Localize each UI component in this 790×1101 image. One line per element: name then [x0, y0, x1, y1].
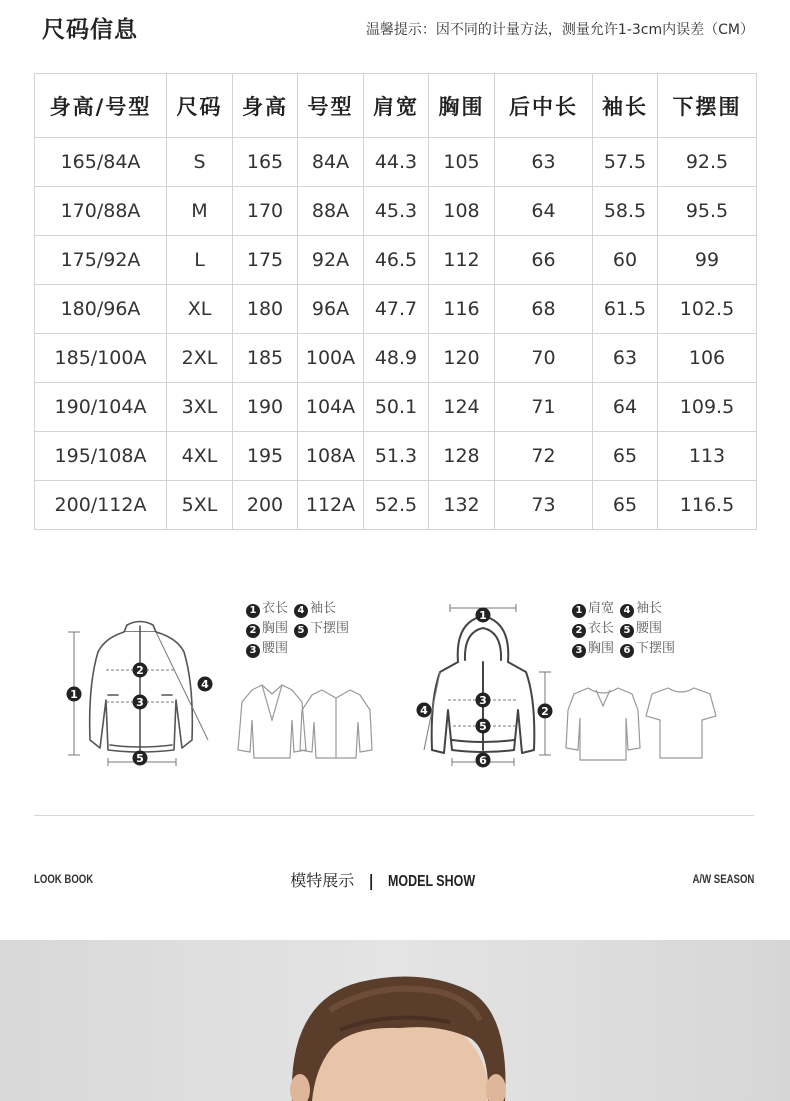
table-cell: 84A: [298, 138, 364, 187]
table-row: [35, 334, 757, 383]
table-cell: 63: [495, 138, 593, 187]
col-header: 尺码: [167, 74, 233, 138]
section-divider: [34, 815, 754, 816]
table-row: [35, 432, 757, 481]
legend-item: 5 腰围: [620, 619, 662, 639]
table-cell: 48.9: [364, 334, 429, 383]
size-table: [34, 73, 757, 530]
table-header-row: [35, 74, 757, 138]
marker-3-label: 3: [136, 696, 144, 709]
marker-5-label: 5: [479, 720, 487, 733]
table-cell: 102.5: [658, 285, 757, 334]
model-photo-illustration: [0, 940, 790, 1101]
table-cell: L: [167, 236, 233, 285]
legend-item: 1 肩宽: [572, 599, 614, 619]
table-cell: 128: [429, 432, 495, 481]
table-cell: 50.1: [364, 383, 429, 432]
table-cell: 112A: [298, 481, 364, 530]
marker-2-label: 2: [541, 705, 549, 718]
table-cell: 92.5: [658, 138, 757, 187]
table-cell: 45.3: [364, 187, 429, 236]
table-row: [35, 236, 757, 285]
table-cell: 2XL: [167, 334, 233, 383]
table-cell: 52.5: [364, 481, 429, 530]
table-cell: 170: [233, 187, 298, 236]
table-row: [35, 138, 757, 187]
table-cell: 99: [658, 236, 757, 285]
table-cell: 104A: [298, 383, 364, 432]
page-header: [0, 0, 790, 60]
left-legend: [246, 599, 376, 659]
model-photo: [0, 940, 790, 1101]
marker-4-label: 4: [201, 678, 209, 691]
table-cell: 64: [593, 383, 658, 432]
marker-2-label: 2: [136, 664, 144, 677]
table-cell: 46.5: [364, 236, 429, 285]
table-cell: 113: [658, 432, 757, 481]
table-cell: 109.5: [658, 383, 757, 432]
measurement-tip: 温馨提示：因不同的计量方法，测量允许1-3cm内误差（CM）: [365, 22, 754, 38]
table-cell: 57.5: [593, 138, 658, 187]
table-cell: 108A: [298, 432, 364, 481]
table-cell: S: [167, 138, 233, 187]
table-cell: 180/96A: [35, 285, 167, 334]
table-row: [35, 383, 757, 432]
table-row: [35, 285, 757, 334]
col-header: 肩宽: [364, 74, 429, 138]
table-cell: 175/92A: [35, 236, 167, 285]
table-cell: 108: [429, 187, 495, 236]
table-cell: 44.3: [364, 138, 429, 187]
legend-item: 3 胸围: [572, 639, 614, 659]
table-cell: 92A: [298, 236, 364, 285]
table-cell: 165/84A: [35, 138, 167, 187]
table-cell: 185/100A: [35, 334, 167, 383]
col-header: 后中长: [495, 74, 593, 138]
table-cell: 112: [429, 236, 495, 285]
table-cell: 58.5: [593, 187, 658, 236]
table-cell: 120: [429, 334, 495, 383]
table-row: [35, 187, 757, 236]
table-cell: 71: [495, 383, 593, 432]
table-cell: 4XL: [167, 432, 233, 481]
col-header: 袖长: [593, 74, 658, 138]
model-show-en: MODEL SHOW: [388, 873, 476, 890]
table-cell: 73: [495, 481, 593, 530]
legend-item: 5 下摆围: [294, 619, 349, 639]
table-cell: M: [167, 187, 233, 236]
model-show-heading: [0, 868, 790, 891]
legend-item: 3 腰围: [246, 639, 288, 659]
table-cell: 96A: [298, 285, 364, 334]
marker-4-label: 4: [420, 704, 428, 717]
table-cell: 200/112A: [35, 481, 167, 530]
table-cell: 65: [593, 432, 658, 481]
table-cell: 64: [495, 187, 593, 236]
table-cell: 100A: [298, 334, 364, 383]
table-cell: 116: [429, 285, 495, 334]
table-cell: 200: [233, 481, 298, 530]
table-cell: 132: [429, 481, 495, 530]
col-header: 身高: [233, 74, 298, 138]
table-cell: XL: [167, 285, 233, 334]
table-cell: 61.5: [593, 285, 658, 334]
measurement-diagram: [0, 590, 790, 780]
table-cell: 60: [593, 236, 658, 285]
table-cell: 116.5: [658, 481, 757, 530]
legend-item: 6 下摆围: [620, 639, 675, 659]
look-book-label: LOOK BOOK: [34, 872, 94, 886]
table-cell: 190: [233, 383, 298, 432]
table-cell: 68: [495, 285, 593, 334]
legend-item: 1 衣长: [246, 599, 288, 619]
table-cell: 105: [429, 138, 495, 187]
table-row: [35, 481, 757, 530]
table-cell: 72: [495, 432, 593, 481]
model-show-cn: 模特展示: [290, 871, 355, 890]
table-cell: 195: [233, 432, 298, 481]
table-cell: 66: [495, 236, 593, 285]
table-cell: 70: [495, 334, 593, 383]
table-cell: 5XL: [167, 481, 233, 530]
table-cell: 3XL: [167, 383, 233, 432]
table-cell: 195/108A: [35, 432, 167, 481]
col-header: 号型: [298, 74, 364, 138]
legend-item: 2 衣长: [572, 619, 614, 639]
col-header: 胸围: [429, 74, 495, 138]
marker-1-label: 1: [70, 688, 78, 701]
table-cell: 124: [429, 383, 495, 432]
legend-item: 4 袖长: [294, 599, 336, 619]
right-legend: [572, 599, 702, 659]
col-header: 下摆围: [658, 74, 757, 138]
table-cell: 185: [233, 334, 298, 383]
table-cell: 165: [233, 138, 298, 187]
season-label: A/W SEASON: [692, 872, 754, 886]
page-title: 尺码信息: [42, 17, 138, 43]
heading-separator: |: [368, 871, 375, 890]
col-header: 身高/号型: [35, 74, 167, 138]
marker-1-label: 1: [479, 609, 487, 622]
legend-item: 2 胸围: [246, 619, 288, 639]
table-cell: 63: [593, 334, 658, 383]
table-cell: 95.5: [658, 187, 757, 236]
table-cell: 47.7: [364, 285, 429, 334]
table-cell: 88A: [298, 187, 364, 236]
marker-6-label: 6: [479, 754, 487, 767]
marker-3-label: 3: [479, 694, 487, 707]
table-cell: 190/104A: [35, 383, 167, 432]
table-cell: 51.3: [364, 432, 429, 481]
table-cell: 175: [233, 236, 298, 285]
marker-5-label: 5: [136, 752, 144, 765]
table-cell: 106: [658, 334, 757, 383]
table-cell: 170/88A: [35, 187, 167, 236]
table-cell: 180: [233, 285, 298, 334]
table-cell: 65: [593, 481, 658, 530]
legend-item: 4 袖长: [620, 599, 662, 619]
